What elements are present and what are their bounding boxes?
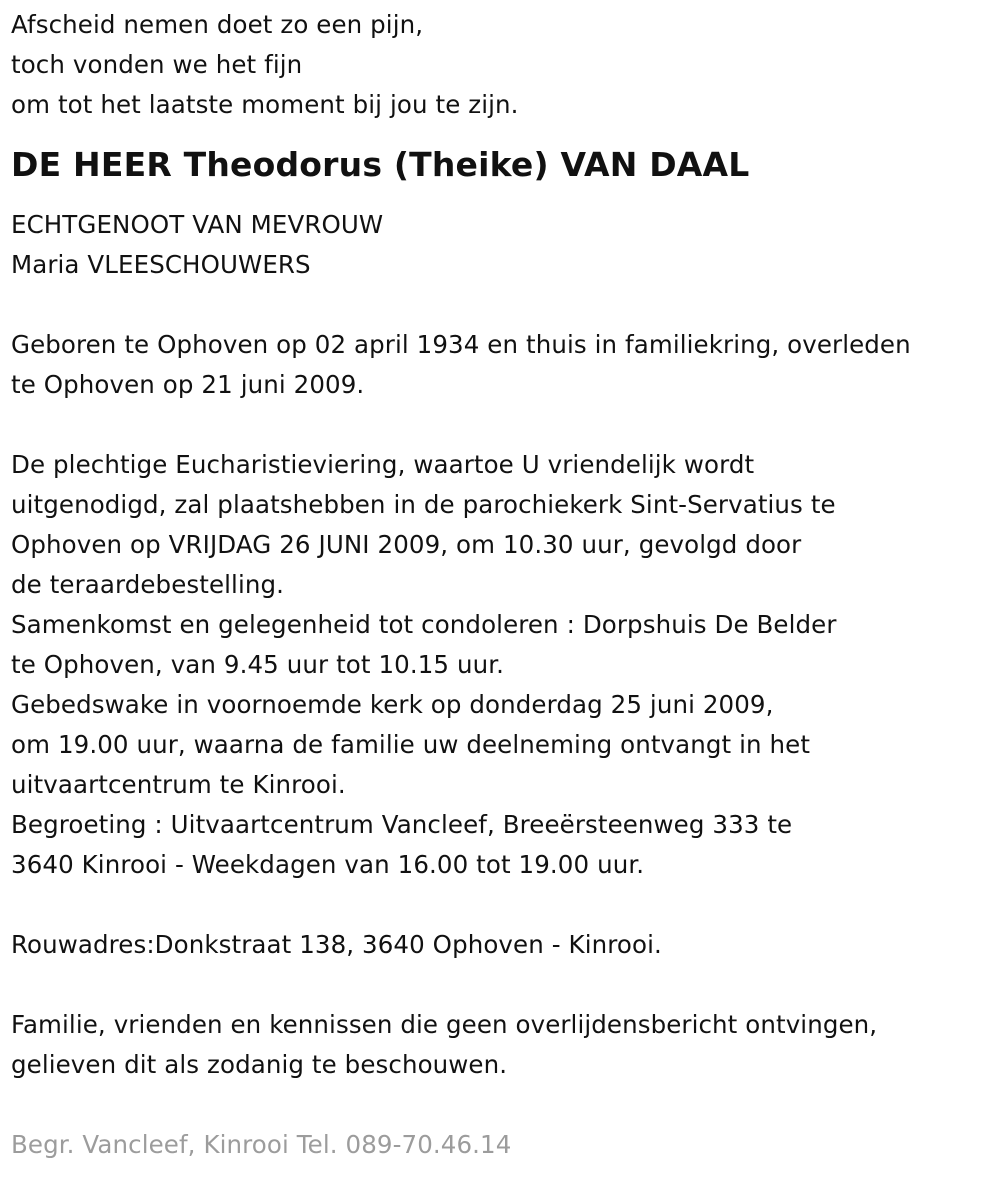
- spouse-name: Maria VLEESCHOUWERS: [11, 250, 311, 279]
- poem-line: Afscheid nemen doet zo een pijn,: [11, 10, 424, 39]
- paragraph-line: Samenkomst en gelegenheid tot condoleren : Dorpshuis De Belder: [11, 610, 837, 639]
- relation-line: ECHTGENOOT VAN MEVROUW: [11, 210, 384, 239]
- spacer: [11, 1085, 991, 1125]
- spacer: [11, 285, 991, 325]
- paragraph-line: De plechtige Eucharistieviering, waartoe U vriendelijk wordt: [11, 450, 755, 479]
- paragraph-line: uitgenodigd, zal plaatshebben in de parochiekerk Sint-Servatius te: [11, 490, 836, 519]
- poem-line: toch vonden we het fijn: [11, 50, 303, 79]
- spacer: [11, 885, 991, 925]
- obituary-notice: [11, 5, 991, 1165]
- paragraph-line: om 19.00 uur, waarna de familie uw deelneming ontvangt in het: [11, 730, 811, 759]
- spacer: [11, 405, 991, 445]
- paragraph-line: te Ophoven op 21 juni 2009.: [11, 370, 365, 399]
- deceased-name: DE HEER Theodorus (Theike) VAN DAAL: [11, 145, 750, 184]
- birth-death-paragraph: [11, 325, 991, 405]
- paragraph-line: Begroeting : Uitvaartcentrum Vancleef, Breeërsteenweg 333 te: [11, 810, 793, 839]
- paragraph-line: uitvaartcentrum te Kinrooi.: [11, 770, 346, 799]
- funeral-home-footer: Begr. Vancleef, Kinrooi Tel. 089-70.46.14: [11, 1130, 512, 1159]
- paragraph-line: Ophoven op VRIJDAG 26 JUNI 2009, om 10.30 uur, gevolgd door: [11, 530, 802, 559]
- paragraph-line: Familie, vrienden en kennissen die geen overlijdensbericht ontvingen,: [11, 1010, 878, 1039]
- spacer: [11, 965, 991, 1005]
- mourning-address: Rouwadres:Donkstraat 138, 3640 Ophoven - Kinrooi.: [11, 930, 662, 959]
- paragraph-line: 3640 Kinrooi - Weekdagen van 16.00 tot 19.00 uur.: [11, 850, 645, 879]
- poem-line: om tot het laatste moment bij jou te zijn.: [11, 90, 519, 119]
- paragraph-line: te Ophoven, van 9.45 uur tot 10.15 uur.: [11, 650, 505, 679]
- notice-paragraph: [11, 1005, 991, 1085]
- paragraph-line: de teraardebestelling.: [11, 570, 285, 599]
- paragraph-line: gelieven dit als zodanig te beschouwen.: [11, 1050, 508, 1079]
- paragraph-line: Geboren te Ophoven op 02 april 1934 en thuis in familiekring, overleden: [11, 330, 911, 359]
- poem: [11, 5, 991, 125]
- ceremony-paragraph: [11, 445, 991, 885]
- paragraph-line: Gebedswake in voornoemde kerk op donderdag 25 juni 2009,: [11, 690, 774, 719]
